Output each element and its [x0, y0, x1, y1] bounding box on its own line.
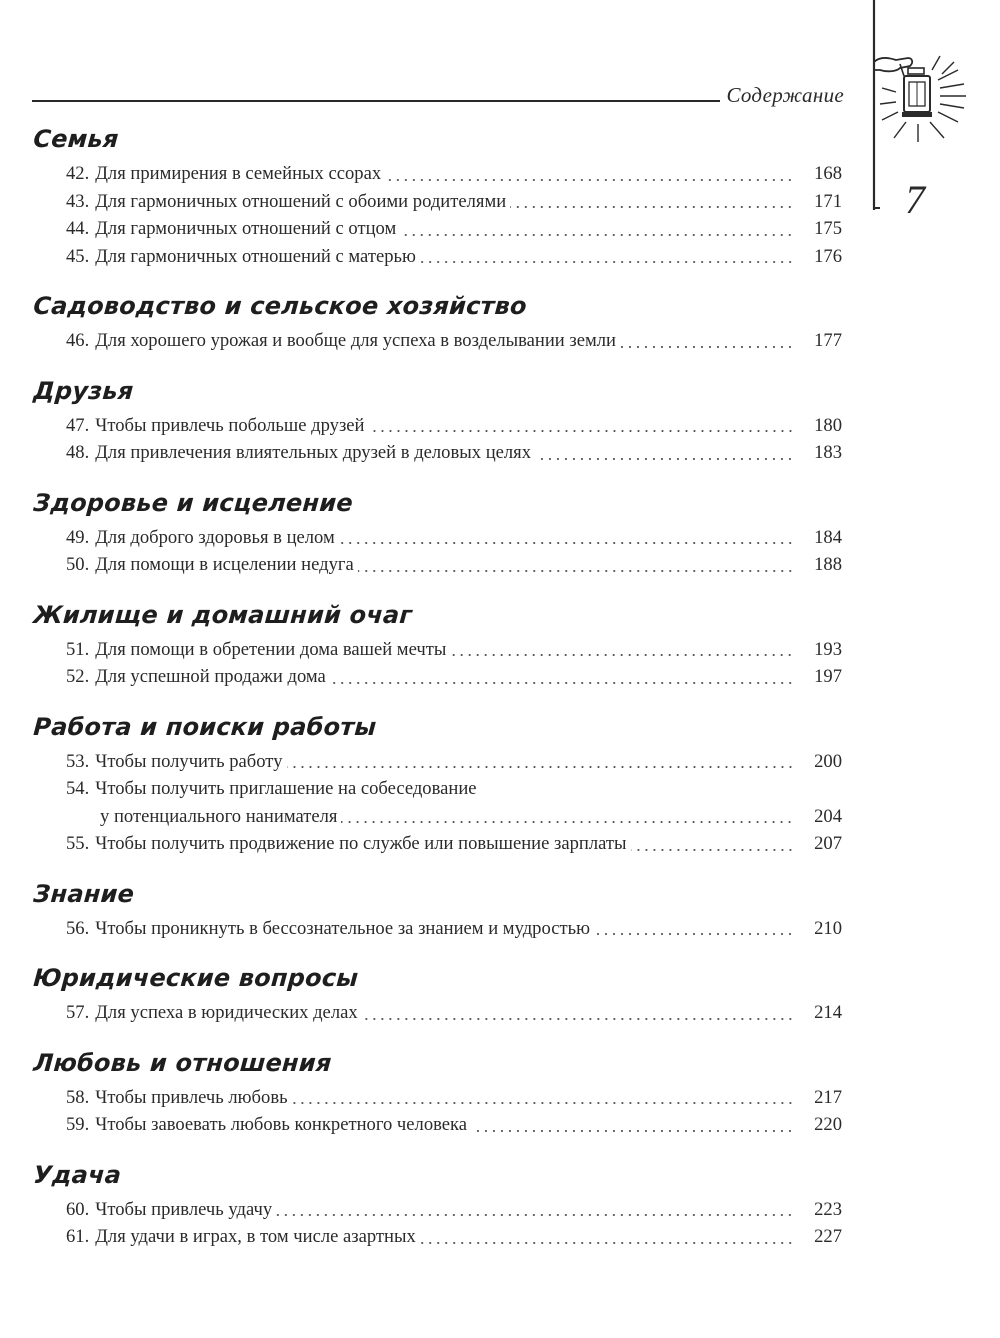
entry-number: 55.: [66, 833, 90, 854]
entry-number: 45.: [66, 245, 90, 267]
entry-number: 54.: [66, 778, 90, 799]
entry-number: 46.: [66, 330, 90, 351]
entry-text: Для удачи в играх, в том числе азартных: [95, 1226, 416, 1247]
toc-section: [32, 1042, 842, 1139]
entry-number: 60.: [66, 1198, 90, 1220]
toc-entry[interactable]: [66, 803, 842, 831]
entry-number: 47.: [66, 414, 90, 436]
section-gap: [32, 858, 842, 873]
entry-number: 52.: [66, 666, 90, 687]
entry-number: 48.: [66, 442, 90, 463]
section-gap: [32, 467, 842, 482]
toc-entry[interactable]: [66, 748, 842, 776]
dot-leader: [369, 430, 795, 432]
entry-text: Чтобы проникнуть в бессознательное за знанием и мудростью: [95, 917, 590, 939]
entry-page-number: 176: [814, 245, 842, 267]
toc-entry[interactable]: [66, 160, 842, 188]
entry-text: Для гармоничных отношений с обоими родителями: [95, 190, 507, 212]
entry-number: 50.: [66, 554, 90, 575]
dot-leader: [330, 682, 794, 684]
dot-leader: [276, 1214, 794, 1216]
toc-entry[interactable]: [66, 1111, 842, 1139]
entry-text: Чтобы получить продвижение по службе или повышение зарплаты: [95, 833, 627, 854]
entry-page-number: 207: [814, 833, 842, 854]
entry-text-continued: у потенциального нанимателя: [100, 805, 338, 827]
entry-page-number: 175: [814, 218, 842, 239]
toc-entry[interactable]: [66, 215, 842, 243]
toc-section: [32, 1154, 842, 1251]
section-gap: [32, 691, 842, 706]
dot-leader: [510, 206, 794, 208]
toc-entry[interactable]: [66, 775, 842, 803]
toc-entry[interactable]: [66, 915, 842, 943]
section-title: Здоровье и исцеление: [32, 488, 354, 517]
toc-entry[interactable]: [66, 412, 842, 440]
entry-text: Для хорошего урожая и вообще для успеха в возделывании земли: [95, 330, 616, 351]
entry-number: 51.: [66, 638, 90, 660]
toc-entry[interactable]: [66, 327, 842, 355]
entry-text: Чтобы привлечь побольше друзей: [95, 414, 365, 436]
page-number: 7: [905, 177, 925, 222]
entry-text: Для привлечения влиятельных друзей в деловых целях: [95, 442, 532, 463]
dot-leader: [471, 1130, 794, 1132]
entry-number: 43.: [66, 190, 90, 212]
dot-leader: [400, 234, 794, 236]
toc-entry[interactable]: [66, 188, 842, 216]
entry-text: Чтобы завоевать любовь конкретного человека: [95, 1114, 468, 1135]
entry-page-number: 220: [814, 1114, 842, 1135]
dot-leader: [594, 933, 794, 935]
entry-text: Для гармоничных отношений с отцом: [95, 218, 397, 239]
section-title: Удача: [32, 1160, 123, 1189]
entry-text: Чтобы привлечь любовь: [95, 1086, 288, 1108]
entry-page-number: 223: [814, 1198, 842, 1220]
entry-number: 53.: [66, 750, 90, 772]
toc-section: [32, 706, 842, 858]
entry-number: 49.: [66, 526, 90, 548]
toc-section: [32, 118, 842, 270]
entry-page-number: 217: [814, 1086, 842, 1108]
entry-page-number: 171: [814, 190, 842, 212]
page-header: [32, 78, 844, 108]
toc-section: [32, 370, 842, 467]
section-title: Жилище и домашний очаг: [32, 600, 414, 629]
section-gap: [32, 579, 842, 594]
dot-leader: [341, 821, 794, 823]
section-title: Знание: [32, 879, 136, 908]
entry-text: Для успеха в юридических делах: [95, 1002, 358, 1023]
entry-text: Для успешной продажи дома: [95, 666, 326, 687]
dot-leader: [339, 542, 794, 544]
section-gap: [32, 270, 842, 285]
entry-page-number: 204: [814, 805, 842, 827]
section-gap: [32, 1027, 842, 1042]
section-gap: [32, 942, 842, 957]
toc-section: [32, 285, 842, 355]
table-of-contents: [32, 118, 842, 1251]
entry-text: Чтобы получить работу: [95, 750, 283, 772]
entry-page-number: 168: [814, 163, 842, 184]
entry-number: 42.: [66, 163, 90, 184]
entry-page-number: 193: [814, 638, 842, 660]
entry-page-number: 200: [814, 750, 842, 772]
entry-number: 61.: [66, 1226, 90, 1247]
entry-text: Для помощи в исцелении недуга: [95, 554, 354, 575]
toc-entry[interactable]: [66, 243, 842, 271]
entry-text: Для доброго здоровья в целом: [95, 526, 335, 548]
toc-entry[interactable]: [66, 439, 842, 467]
dot-leader: [631, 849, 794, 851]
entry-text: Чтобы привлечь удачу: [95, 1198, 273, 1220]
dot-leader: [450, 654, 794, 656]
entry-page-number: 180: [814, 414, 842, 436]
dot-leader: [535, 458, 794, 460]
toc-entry[interactable]: [66, 524, 842, 552]
toc-entry[interactable]: [66, 1196, 842, 1224]
dot-leader: [358, 570, 794, 572]
section-title: Любовь и отношения: [32, 1048, 333, 1077]
entry-page-number: 184: [814, 526, 842, 548]
dot-leader: [420, 261, 794, 263]
dot-leader: [362, 1018, 794, 1020]
dot-leader: [420, 1242, 794, 1244]
entry-text: Для гармоничных отношений с матерью: [95, 245, 416, 267]
dot-leader: [385, 179, 794, 181]
entry-text: Для примирения в семейных ссорах: [95, 163, 382, 184]
dot-leader: [292, 1102, 794, 1104]
entry-text: Чтобы получить приглашение на собеседование: [95, 778, 477, 799]
entry-page-number: 214: [814, 1002, 842, 1023]
section-title: Садоводство и сельское хозяйство: [32, 292, 528, 320]
entry-text: Для помощи в обретении дома вашей мечты: [95, 638, 447, 660]
entry-page-number: 177: [814, 330, 842, 351]
section-title: Работа и поиски работы: [32, 712, 378, 741]
toc-entry[interactable]: [66, 830, 842, 858]
entry-page-number: 188: [814, 554, 842, 575]
entry-page-number: 183: [814, 442, 842, 463]
toc-entry[interactable]: [66, 1223, 842, 1251]
section-title: Юридические вопросы: [32, 964, 360, 992]
toc-section: [32, 873, 842, 943]
toc-section: [32, 594, 842, 691]
dot-leader: [287, 766, 795, 768]
header-title: Содержание: [726, 83, 844, 107]
entry-page-number: 210: [814, 917, 842, 939]
section-gap: [32, 355, 842, 370]
toc-entry[interactable]: [66, 1084, 842, 1112]
entry-page-number: 197: [814, 666, 842, 687]
entry-number: 58.: [66, 1086, 90, 1108]
toc-entry[interactable]: [66, 663, 842, 691]
section-gap: [32, 1139, 842, 1154]
entry-page-number: 227: [814, 1226, 842, 1247]
toc-entry[interactable]: [66, 636, 842, 664]
section-title: Друзья: [32, 376, 135, 405]
header-rule: [32, 100, 720, 102]
toc-entry[interactable]: [66, 551, 842, 579]
dot-leader: [620, 346, 794, 348]
entry-number: 44.: [66, 218, 90, 239]
toc-entry[interactable]: [66, 999, 842, 1027]
entry-number: 57.: [66, 1002, 90, 1023]
entry-number: 56.: [66, 917, 90, 939]
section-title: Семья: [32, 125, 120, 153]
entry-number: 59.: [66, 1114, 90, 1135]
toc-section: [32, 957, 842, 1027]
toc-section: [32, 482, 842, 579]
